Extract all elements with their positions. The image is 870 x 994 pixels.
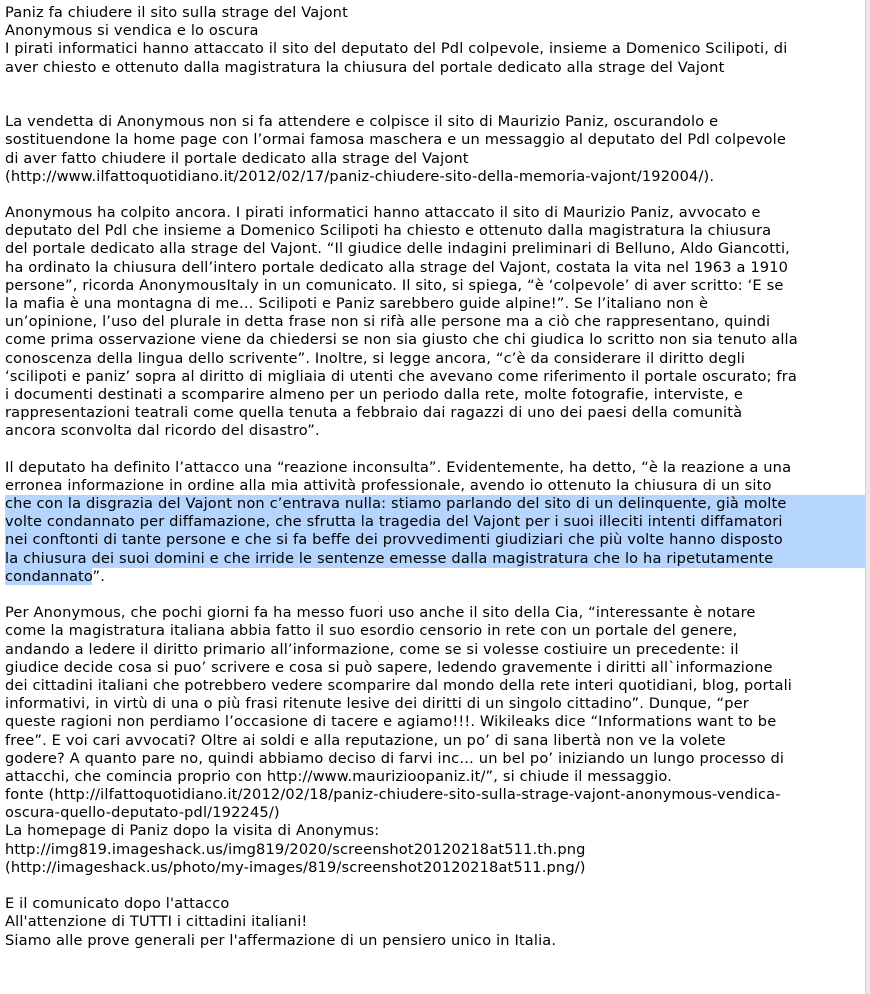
text-line: La homepage di Paniz dopo la visita di Anonymus: [5, 822, 380, 840]
paragraph-vendetta [5, 113, 866, 186]
blank-line [5, 95, 866, 113]
text-line: persone”, ricorda AnonymousItaly in un comunicato. Il sito, si spiega, “è ‘colpevole’ di aver scritto: ‘E se [5, 276, 784, 294]
text-line: Anonymous ha colpito ancora. I pirati informatici hanno attaccato il sito di Maurizio Paniz, avvocato e [5, 204, 761, 222]
text-line: come la magistratura italiana abbia fatto il suo esordio censorio in rete con un portale del genere, [5, 622, 738, 640]
selected-text-line[interactable]: la chiusura dei suoi domini e che irride le sentenze emesse dalla magistratura che lo ha ripetutamente [5, 550, 866, 568]
text-line: sostituendone la home page con l’ormai famosa maschera e un messaggio al deputato del Pdl colpevole [5, 131, 786, 149]
selected-text-line[interactable]: che con la disgrazia del Vajont non c’entrava nulla: stiamo parlando del sito di un delinquente, già molte [5, 495, 866, 513]
text-line: i documenti destinati a scomparire almeno per un periodo dalla rete, molte fotografie, interviste, e [5, 385, 743, 403]
source-line: fonte (http://ilfattoquotidiano.it/2012/02/18/paniz-chiudere-sito-sulla-strage-vajont-anonymous-vendica- [5, 786, 781, 804]
text-line-tail: ”. [92, 567, 105, 585]
text-selection[interactable] [5, 495, 866, 586]
text-line: queste ragioni non perdiamo l’occasione di tacere e agiamo!!!. Wikileaks dice “Informations want to be [5, 713, 777, 731]
text-line: un’opinione, l’uso del plurale in detta frase non si rifà alle persone ma a ciò che rappresentano, quindi [5, 313, 771, 331]
text-line: All'attenzione di TUTTI i cittadini italiani! [5, 913, 308, 931]
text-line: ancora sconvolta dal ricordo del disastro”. [5, 422, 320, 440]
url-line: http://img819.imageshack.us/img819/2020/screenshot20120218at511.th.png [5, 840, 586, 858]
paragraph-comunicato [5, 895, 866, 950]
paragraph-per-anonymous [5, 604, 866, 877]
selected-text-line[interactable]: nei conftonti di tante persone e che si fa beffe dei provvedimenti giudiziari che più volte hanno disposto [5, 531, 866, 549]
text-line: attacchi, che comincia proprio con http://www.maurizioopaniz.it/”, si chiude il messaggio. [5, 767, 673, 785]
text-line: giudice decide cosa si puo’ scrivere e cosa si può sapere, ledendo gravemente i diritti all`informazione [5, 658, 773, 676]
article-subtitle: Anonymous si vendica e lo oscura [5, 22, 259, 40]
selected-text-line[interactable]: volte condannato per diffamazione, che sfrutta la tragedia del Vajont per i suoi illeciti intenti diffamatori [5, 513, 866, 531]
text-line: erronea informazione in ordine alla mia attività professionale, avendo io ottenuto la chiusura di un sito [5, 476, 772, 494]
text-line: deputato del Pdl che insieme a Domenico Scilipoti ha chiesto e ottenuto dalla magistratura la chiusura [5, 222, 772, 240]
text-line: conoscenza della lingua dello scrivente”. Inoltre, si legge ancora, “c’è da considerare il diritto degli [5, 349, 746, 367]
source-line: oscura-quello-deputato-pdl/192245/) [5, 804, 280, 822]
blank-line [5, 77, 866, 95]
paragraph-deputato [5, 459, 866, 586]
text-line: free”. E voi cari avvocati? Oltre ai soldi e alla reputazione, un po’ di sana libertà non ve la volete [5, 731, 726, 749]
article-lead-line: aver chiesto e ottenuto dalla magistratura la chiusura del portale dedicato alla strage del Vajont [5, 58, 725, 76]
text-line: La vendetta di Anonymous non si fa attendere e colpisce il sito di Maurizio Paniz, oscurandolo e [5, 113, 719, 131]
text-line: come prima osservazione viene da chiedersi se non sia giusto che chi giudica lo scritto non sia tenuto alla [5, 331, 798, 349]
text-line: Per Anonymous, che pochi giorni fa ha messo fuori uso anche il sito della Cia, “interessante è notare [5, 604, 756, 622]
paragraph-anonymous-colpito [5, 204, 866, 440]
selected-text-end[interactable]: condannato [5, 567, 93, 585]
text-line [5, 568, 866, 586]
text-line: ha ordinato la chiusura dell’intero portale dedicato alla strage del Vajont, costata la vita nel 1963 a 1910 [5, 258, 789, 276]
text-line: del portale dedicato alla strage del Vajont. “Il giudice delle indagini preliminari di Belluno, Aldo Giancotti, [5, 240, 790, 258]
text-line: andando a ledere il diritto primario all’informazione, come se si volesse costiuire un precedente: il [5, 640, 739, 658]
text-line: rappresentazioni teatrali come quella tenuta a febbraio dai ragazzi di uno dei paesi della comunità [5, 404, 743, 422]
text-line: godere? A quanto pare no, quindi abbiamo deciso di farvi inc… un bel po’ iniziando un lungo processo di [5, 749, 785, 767]
article-lead-line: I pirati informatici hanno attaccato il sito del deputato del Pdl colpevole, insieme a Domenico Scilipoti, di [5, 40, 788, 58]
article-title: Paniz fa chiudere il sito sulla strage del Vajont [5, 4, 348, 21]
url-line: (http://imageshack.us/photo/my-images/819/screenshot20120218at511.png/) [5, 858, 586, 876]
text-line: Siamo alle prove generali per l'affermazione di un pensiero unico in Italia. [5, 931, 557, 949]
text-line: la mafia è una montagna di me… Scilipoti e Paniz sarebbero guide alpine!”. Se l’italiano non è [5, 295, 709, 312]
vertical-scrollbar[interactable] [865, 0, 870, 994]
blank-line [5, 186, 866, 204]
text-line: Il deputato ha definito l’attacco una “reazione inconsulta”. Evidentemente, ha detto, “è la reazione a una [5, 458, 792, 476]
text-line: E il comunicato dopo l'attacco [5, 895, 230, 913]
blank-line [5, 441, 866, 459]
text-line: ‘scilipoti e paniz’ sopra al diritto di migliaia di utenti che avevano come riferimento il portale oscurato; fra [5, 367, 797, 385]
text-line: di aver fatto chiudere il portale dedicato alla strage del Vajont [5, 149, 469, 167]
text-line: dei cittadini italiani che potrebbero vedere scomparire dal mondo della rete interi quotidiani, blog, portali [5, 676, 792, 694]
blank-line [5, 877, 866, 895]
blank-line [5, 586, 866, 604]
text-line: (http://www.ilfattoquotidiano.it/2012/02/17/paniz-chiudere-sito-della-memoria-vajont/192004/). [5, 167, 715, 185]
text-line: informativi, in virtù di una o più frasi ritenute lesive dei diritti di un singolo cittadino”. Dunque, “per [5, 695, 749, 713]
